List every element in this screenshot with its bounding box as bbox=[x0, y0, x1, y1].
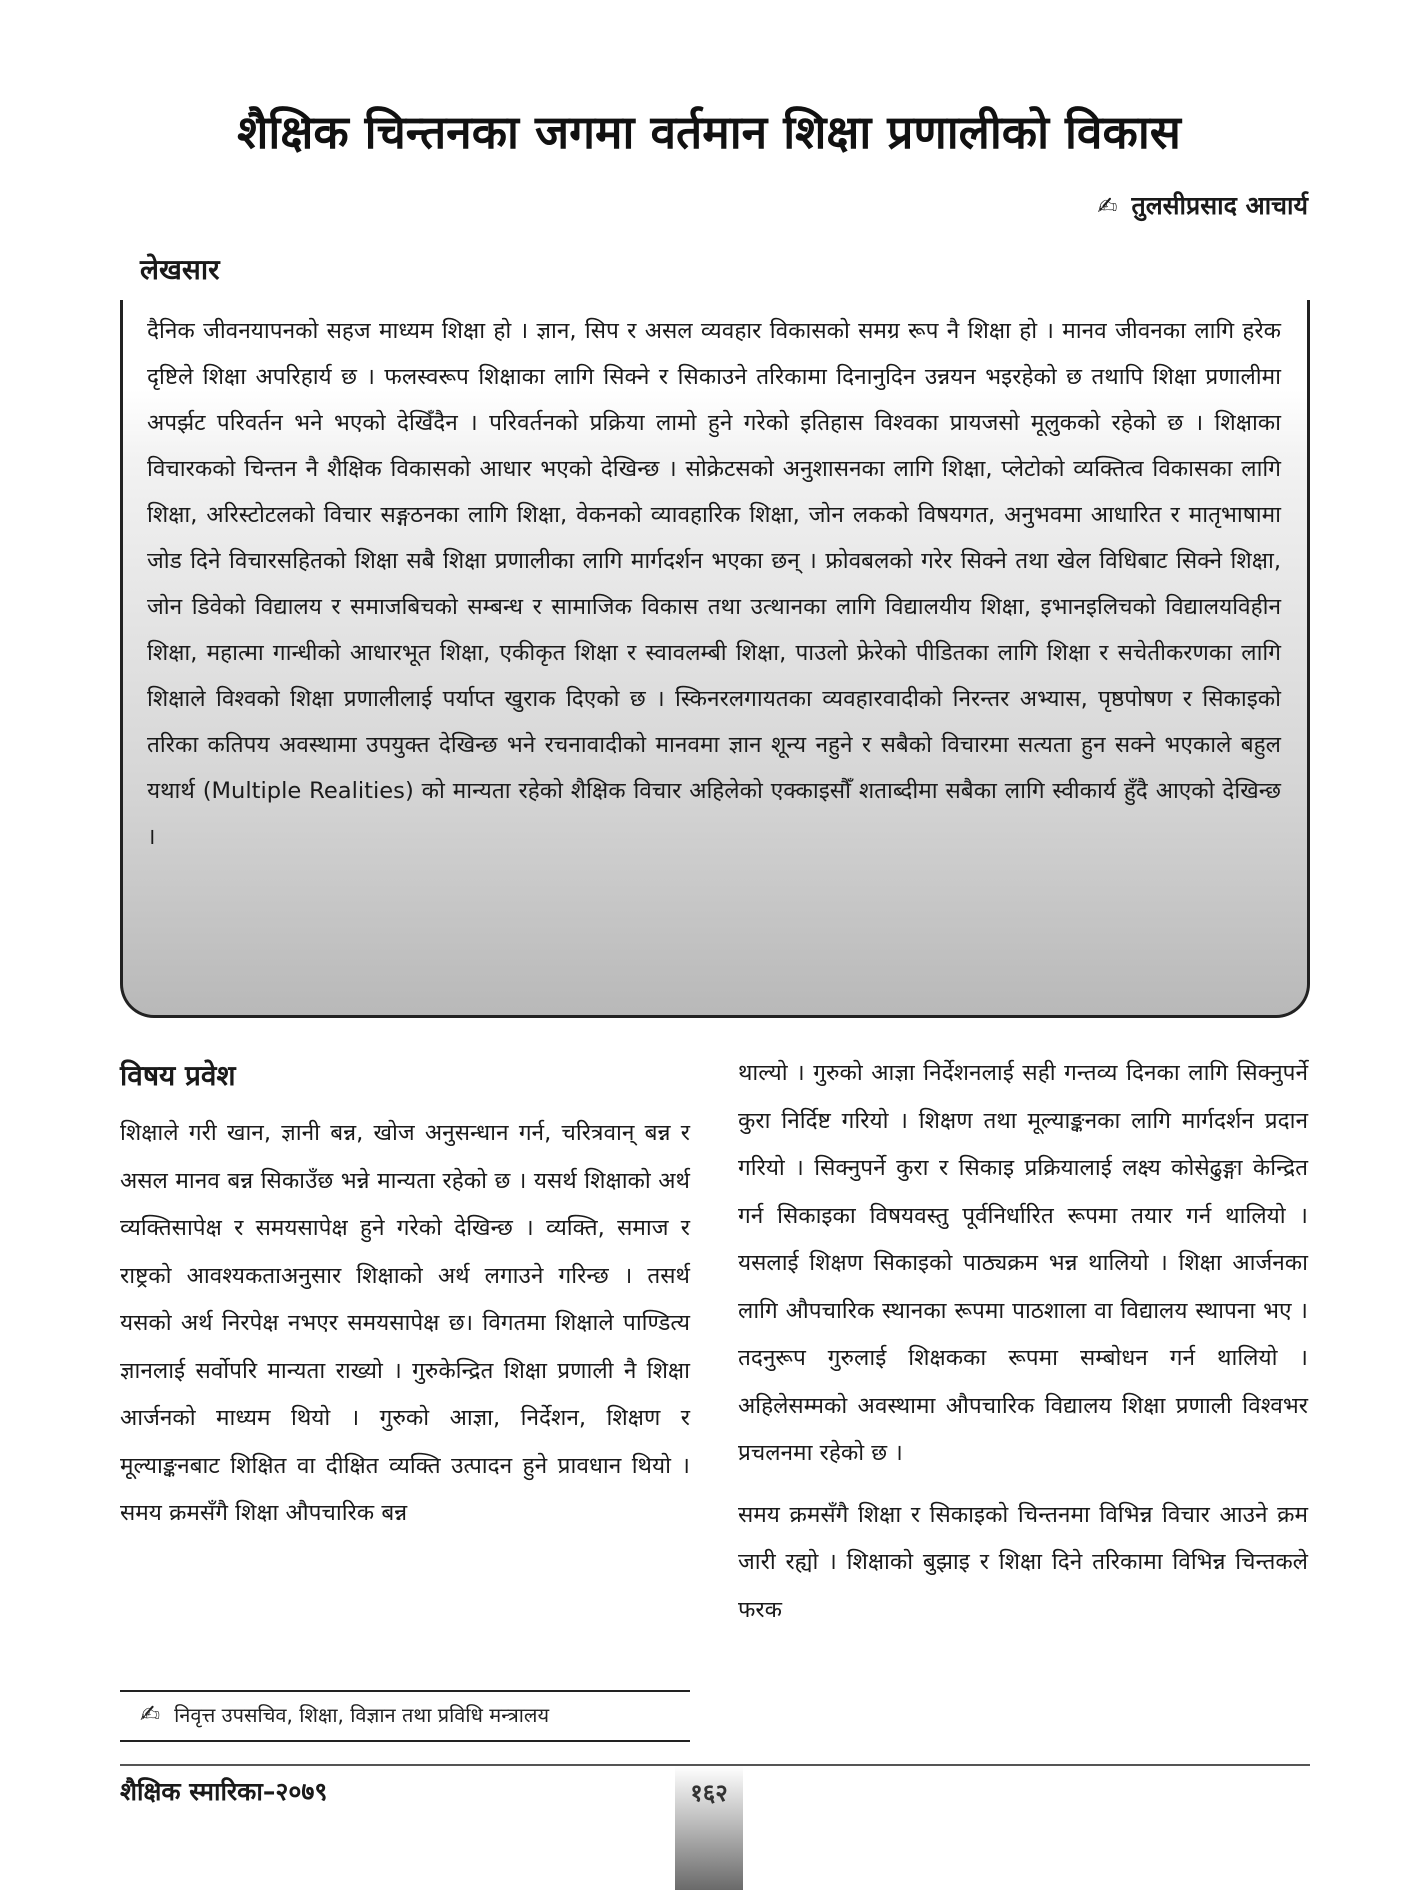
footnote-text: निवृत्त उपसचिव, शिक्षा, विज्ञान तथा प्रविधि मन्त्रालय bbox=[174, 1703, 550, 1727]
publication-title: शैक्षिक स्मारिका–२०७९ bbox=[120, 1777, 328, 1806]
abstract-box bbox=[120, 300, 1310, 1018]
pen-icon: ✍ bbox=[1097, 192, 1118, 220]
pen-icon: ✍ bbox=[140, 1700, 161, 1728]
right-column-paragraph-2: समय क्रमसँगै शिक्षा र सिकाइको चिन्तनमा विभिन्न विचार आउने क्रम जारी रह्यो । शिक्षाको बुझाइ र शिक्षा दिने तरिकामा विभिन्न चिन्तकले फरक bbox=[738, 1501, 1308, 1623]
footnote-top-rule bbox=[120, 1690, 690, 1692]
page-number: १६२ bbox=[690, 1779, 728, 1807]
right-column-paragraph-1: थाल्यो । गुरुको आज्ञा निर्देशनलाई सही गन्तव्य दिनका लागि सिक्नुपर्ने कुरा निर्दिष्ट गरियो । शिक्षण तथा मूल्याङ्कनका लागि मार्गदर्शन प्रदान गरियो । सिक्नुपर्ने कुरा र सिकाइ प्रक्रियालाई लक्ष्य कोसेढुङ्गा केन्द्रित गर्न सिकाइका विषयवस्तु पूर्वनिर्धारित रूपमा तयार गर्न थालियो । यसलाई शिक्षण सिकाइको पाठ्यक्रम भन्न थालियो । शिक्षा आर्जनका लागि औपचारिक स्थानका रूपमा पाठशाला वा विद्यालय स्थापना भए । तदनुरूप गुरुलाई शिक्षकका रूपमा सम्बोधन गर्न थालियो । अहिलेसम्मको अवस्थामा औपचारिक विद्यालय शिक्षा प्रणाली विश्वभर प्रचलनमा रहेको छ । bbox=[738, 1060, 1308, 1466]
left-column-text: शिक्षाले गरी खान, ज्ञानी बन्न, खोज अनुसन्धान गर्न, चरित्रवान् बन्न र असल मानव बन्न सिकाउँछ भन्ने मान्यता रहेको छ । यसर्थ शिक्षाको अर्थ व्यक्तिसापेक्ष र समयसापेक्ष हुने गरेको देखिन्छ । व्यक्ति, समाज र राष्ट्रको आवश्यकताअनुसार शिक्षाको अर्थ लगाउने गरिन्छ । तसर्थ यसको अर्थ निरपेक्ष नभएर समयसापेक्ष छ। विगतमा शिक्षाले पाण्डित्य ज्ञानलाई सर्वोपरि मान्यता राख्यो । गुरुकेन्द्रित शिक्षा प्रणाली नै शिक्षा आर्जनको माध्यम थियो । गुरुको आज्ञा, निर्देशन, शिक्षण र मूल्याङ्कनबाट शिक्षित वा दीक्षित व्यक्ति उत्पादन हुने प्रावधान थियो । समय क्रमसँगै शिक्षा औपचारिक बन्न bbox=[120, 1120, 690, 1526]
left-column bbox=[120, 1050, 690, 1538]
abstract-heading: लेखसार bbox=[140, 253, 220, 286]
footnote-bottom-rule bbox=[120, 1740, 690, 1742]
author-line bbox=[1097, 188, 1308, 222]
author-name: तुलसीप्रसाद आचार्य bbox=[1131, 191, 1308, 220]
page-number-tab bbox=[675, 1766, 743, 1890]
footnote bbox=[140, 1700, 549, 1728]
abstract-text: दैनिक जीवनयापनको सहज माध्यम शिक्षा हो । ज्ञान, सिप र असल व्यवहार विकासको समग्र रूप नै शिक्षा हो । मानव जीवनका लागि हरेक दृष्टिले शिक्षा अपरिहार्य छ । फलस्वरूप शिक्षाका लागि सिक्ने र सिकाउने तरिकामा दिनानुदिन उन्नयन भइरहेको छ तथापि शिक्षा प्रणालीमा अपर्झट परिवर्तन भने भएको देखिँदैन । परिवर्तनको प्रक्रिया लामो हुने गरेको इतिहास विश्वका प्रायजसो मूलुकको रहेको छ । शिक्षाका विचारकको चिन्तन नै शैक्षिक विकासको आधार भएको देखिन्छ । सोक्रेटसको अनुशासनका लागि शिक्षा, प्लेटोको व्यक्तित्व विकासका लागि शिक्षा, अरिस्टोटलको विचार सङ्गठनका लागि शिक्षा, वेकनको व्यावहारिक शिक्षा, जोन लकको विषयगत, अनुभवमा आधारित र मातृभाषामा जोड दिने विचारसहितको शिक्षा सबै शिक्षा प्रणालीका लागि मार्गदर्शन भएका छन् । फ्रोवबलको गरेर सिक्ने तथा खेल विधिबाट सिक्ने शिक्षा, जोन डिवेको विद्यालय र समाजबिचको सम्बन्ध र सामाजिक विकास तथा उत्थानका लागि विद्यालयीय शिक्षा, इभानइलिचको विद्यालयविहीन शिक्षा, महात्मा गान्धीको आधारभूत शिक्षा, एकीकृत शिक्षा र स्वावलम्बी शिक्षा, पाउलो फ्रेरेको पीडितका लागि शिक्षा र सचेतीकरणका लागि शिक्षाले विश्वको शिक्षा प्रणालीलाई पर्याप्त खुराक दिएको छ । स्किनरलगायतका व्यवहारवादीको निरन्तर अभ्यास, पृष्ठपोषण र सिकाइको तरिका कतिपय अवस्थामा उपयुक्त देखिन्छ भने रचनावादीको मानवमा ज्ञान शून्य नहुने र सबैको विचारमा सत्यता हुन सक्ने भएकाले बहुल यथार्थ (Multiple Realities) को मान्यता रहेको शैक्षिक विचार अहिलेको एक्काइसौँ शताब्दीमा सबैका लागि स्वीकार्य हुँदै आएको देखिन्छ । bbox=[147, 318, 1281, 850]
section-heading: विषय प्रवेश bbox=[120, 1059, 236, 1092]
article-title: शैक्षिक चिन्तनका जगमा वर्तमान शिक्षा प्रणालीको विकास bbox=[237, 105, 1181, 159]
right-column bbox=[738, 1050, 1308, 1634]
